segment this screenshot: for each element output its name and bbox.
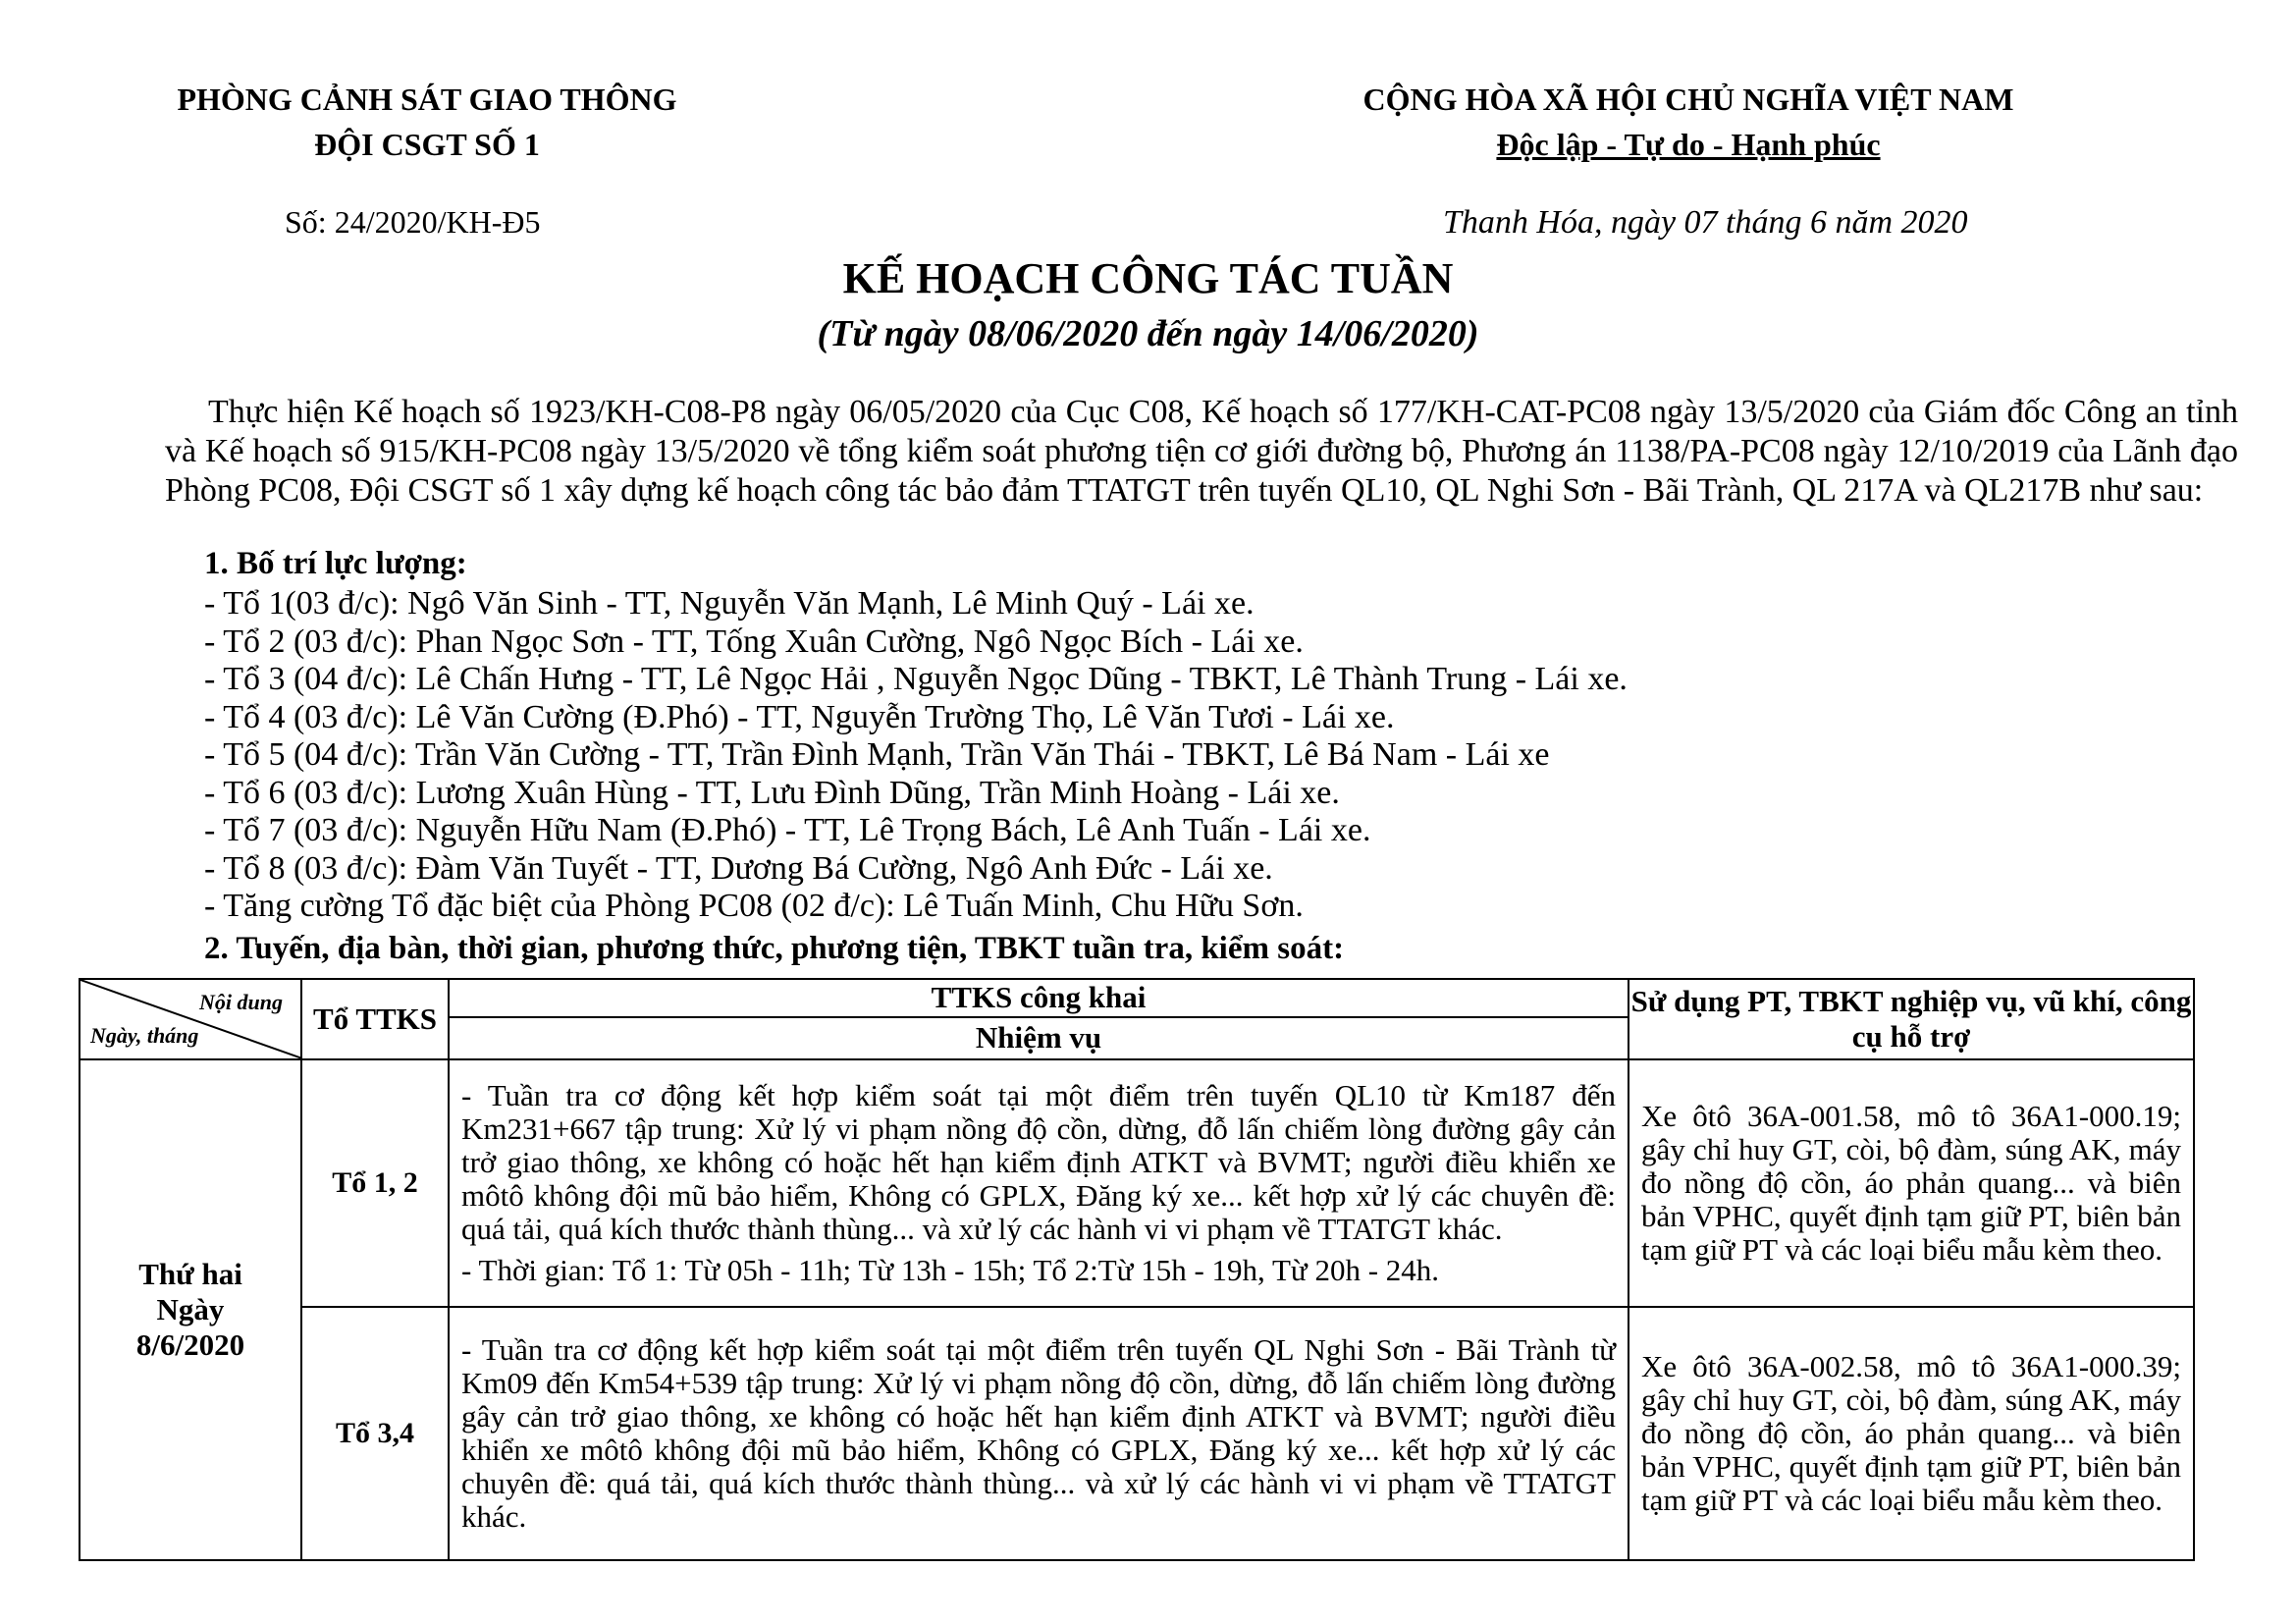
task-text: - Tuần tra cơ động kết hợp kiểm soát tại một điểm trên tuyến QL Nghi Sơn - Bãi Trành từ Km09 đến Km54+539 tập trung: Xử lý vi phạm nồng độ cồn, dừng, đỗ lấn chiếm lòng đường gây cản trở giao thông, xe không có hoặc hết hạn kiểm định ATKT và BVMT; người điều khiển xe môtô không đội mũ bảo hiểm, Không có GPLX, Đăng ký xe... kết hợp xử lý các chuyên đề: quá tải, quá kích thước thành thùng... và xử lý các hành vi vi phạm về TTATGT khác. [461,1332,1616,1534]
day-date: 8/6/2020 [135,1327,245,1362]
header-team: Tổ TTKS [301,979,449,1059]
patrol-plan-table [79,978,2195,1561]
header-content-label: Nội dung [199,990,283,1014]
document-subtitle: (Từ ngày 08/06/2020 đến ngày 14/06/2020) [817,313,1479,354]
task-cell [449,1307,1629,1560]
team-item: - Tổ 8 (03 đ/c): Đàm Văn Tuyết - TT, Dương Bá Cường, Ngô Anh Đức - Lái xe. [204,849,1273,887]
team-item: - Tổ 2 (03 đ/c): Phan Ngọc Sơn - TT, Tống Xuân Cường, Ngô Ngọc Bích - Lái xe. [204,623,1304,660]
intro-paragraph: Thực hiện Kế hoạch số 1923/KH-C08-P8 ngày 06/05/2020 của Cục C08, Kế hoạch số 177/KH-CAT-PC08 ngày 13/5/2020 của Giám đốc Công an tỉnh và Kế hoạch số 915/KH-PC08 ngày 13/5/2020 về tổng kiểm soát phương tiện cơ giới đường bộ, Phương án 1138/PA-PC08 ngày 12/10/2019 của Lãnh đạo Phòng PC08, Đội CSGT số 1 xây dựng kế hoạch công tác bảo đảm TTATGT trên tuyến QL10, QL Nghi Sơn - Bãi Trành, QL 217A và QL217B như sau: [165,394,2238,509]
day-cell [80,1059,301,1560]
header-task: Nhiệm vụ [449,1017,1629,1059]
team-item: - Tổ 5 (04 đ/c): Trần Văn Cường - TT, Trần Đình Mạnh, Trần Văn Thái - TBKT, Lê Bá Nam - Lái xe [204,736,1550,773]
day-label: Ngày [156,1292,225,1326]
document-number: Số: 24/2020/KH-Đ5 [285,204,541,240]
equipment-cell: Xe ôtô 36A-001.58, mô tô 36A1-000.19; gây chỉ huy GT, còi, bộ đàm, súng AK, máy đo nồng độ cồn, áo phản quang... và biên bản VPHC, quyết định tạm giữ PT, biên bản tạm giữ PT và các loại biểu mẫu kèm theo. [1629,1059,2194,1307]
section-2-heading: 2. Tuyến, địa bàn, thời gian, phương thức, phương tiện, TBKT tuần tra, kiểm soát: [204,931,1345,966]
agency-name: PHÒNG CẢNH SÁT GIAO THÔNG [177,81,677,117]
task-cell [449,1059,1629,1307]
document-date: Thanh Hóa, ngày 07 tháng 6 năm 2020 [1443,204,1968,241]
team-list [204,585,1628,926]
team-item: - Tổ 4 (03 đ/c): Lê Văn Cường (Đ.Phó) - TT, Nguyễn Trường Thọ, Lê Văn Tươi - Lái xe. [204,698,1395,735]
table-row [80,1059,2194,1307]
equipment-cell: Xe ôtô 36A-002.58, mô tô 36A1-000.39; gây chỉ huy GT, còi, bộ đàm, súng AK, máy đo nồng độ cồn, áo phản quang... và biên bản VPHC, quyết định tạm giữ PT, biên bản tạm giữ PT và các loại biểu mẫu kèm theo. [1629,1307,2194,1560]
header-equipment: Sử dụng PT, TBKT nghiệp vụ, vũ khí, công cụ hỗ trợ [1629,979,2194,1059]
national-header [1306,77,2071,167]
document-title: KẾ HOẠCH CÔNG TÁC TUẦN [842,254,1454,302]
task-text: - Tuần tra cơ động kết hợp kiểm soát tại một điểm trên tuyến QL10 từ Km187 đến Km231+667 tập trung: Xử lý vi phạm nồng độ cồn, dừng, đỗ lấn chiếm lòng đường gây cản trở giao thông, xe không có hoặc hết hạn kiểm định ATKT và BVMT; người điều khiển xe môtô không đội mũ bảo hiểm, Không có GPLX, Đăng ký xe... kết hợp xử lý các chuyên đề: quá tải, quá kích thước thành thùng... và xử lý các hành vi vi phạm về TTATGT khác. [461,1078,1616,1246]
national-title: CỘNG HÒA XÃ HỘI CHỦ NGHĨA VIỆT NAM [1362,81,2014,117]
team-item: - Tổ 3 (04 đ/c): Lê Chấn Hưng - TT, Lê Ngọc Hải , Nguyễn Ngọc Dũng - TBKT, Lê Thành Trung - Lái xe. [204,661,1628,697]
team-item: - Tổ 7 (03 đ/c): Nguyễn Hữu Nam (Đ.Phó) - TT, Lê Trọng Bách, Lê Anh Tuấn - Lái xe. [204,812,1371,848]
day-weekday: Thứ hai [138,1257,242,1291]
team-item: - Tổ 1(03 đ/c): Ngô Văn Sinh - TT, Nguyễn Văn Mạnh, Lê Minh Quý - Lái xe. [204,585,1255,622]
header-date-label: Ngày, tháng [90,1023,199,1048]
section-1-heading: 1. Bố trí lực lượng: [204,546,467,581]
table-row [80,1307,2194,1560]
header-public-patrol: TTKS công khai [449,979,1629,1017]
team-item: - Tăng cường Tổ đặc biệt của Phòng PC08 (02 đ/c): Lê Tuấn Minh, Chu Hữu Sơn. [204,888,1304,924]
agency-header [88,77,766,167]
team-item: - Tổ 6 (03 đ/c): Lương Xuân Hùng - TT, Lưu Đình Dũng, Trần Minh Hoàng - Lái xe. [204,774,1340,811]
diagonal-header-cell [80,979,301,1059]
team-cell: Tổ 1, 2 [301,1059,449,1307]
team-cell: Tổ 3,4 [301,1307,449,1560]
schedule-text: - Thời gian: Tổ 1: Từ 05h - 11h; Từ 13h - 15h; Tổ 2:Từ 15h - 19h, Từ 20h - 24h. [461,1253,1440,1287]
unit-name: ĐỘI CSGT SỐ 1 [314,127,540,162]
national-motto: Độc lập - Tự do - Hạnh phúc [1496,127,1881,162]
